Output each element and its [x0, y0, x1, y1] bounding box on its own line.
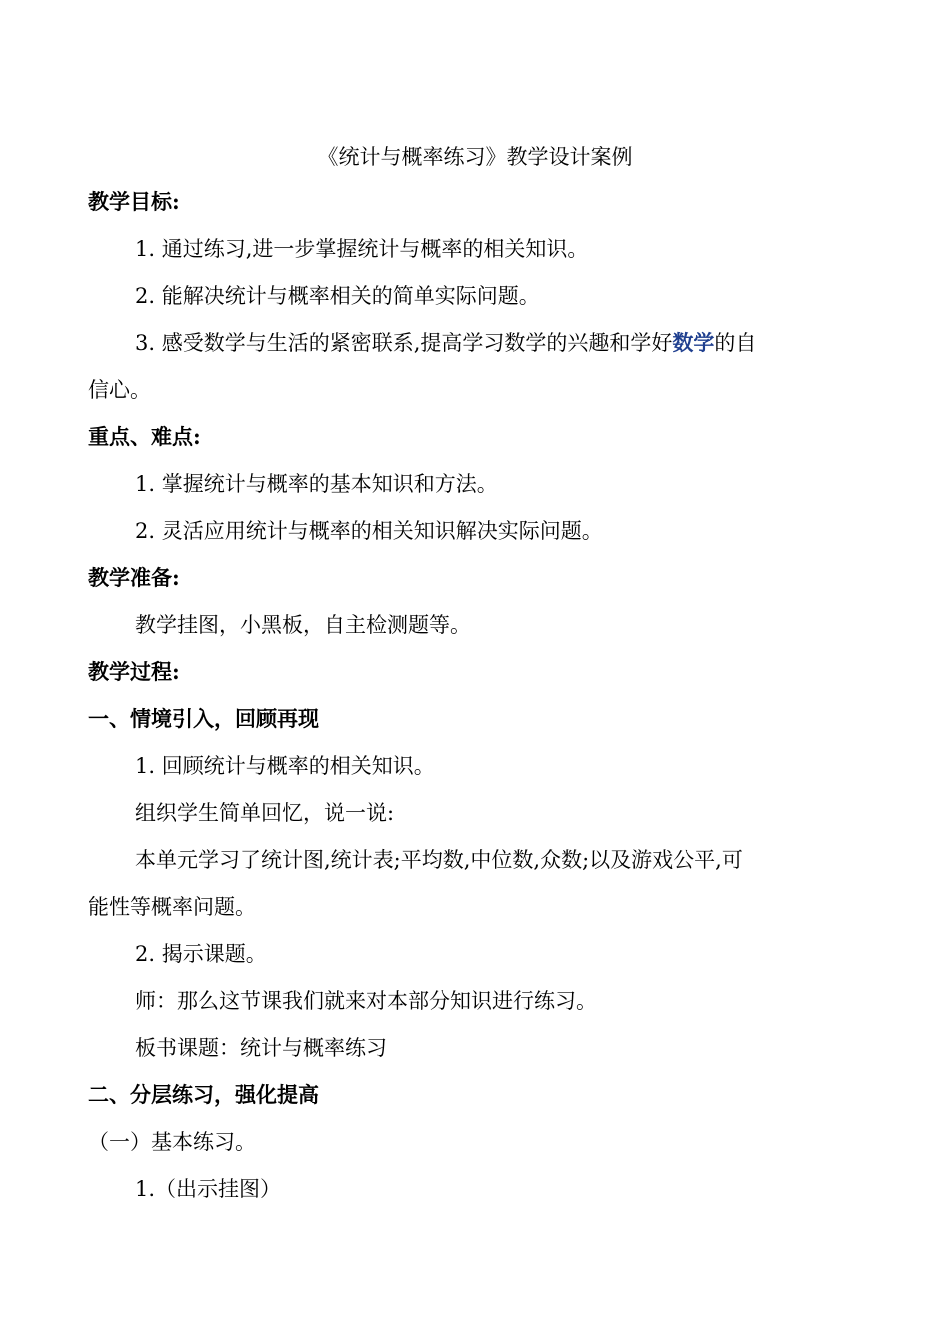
part1-paragraph-4: 板书课题：统计与概率练习: [135, 1036, 387, 1060]
part1-paragraph-2: 本单元学习了统计图,统计表;平均数,中位数,众数;以及游戏公平,可: [135, 848, 743, 872]
objective-item-1: 1. 通过练习,进一步掌握统计与概率的相关知识。: [135, 237, 589, 261]
part1-heading: 一、情境引入，回顾再现: [88, 706, 319, 731]
part2-heading: 二、分层练习，强化提高: [88, 1082, 319, 1107]
key-points-heading: 重点、难点:: [88, 424, 201, 449]
objectives-heading: 教学目标:: [88, 189, 180, 214]
preparation-heading: 教学准备:: [88, 565, 180, 590]
objective-item-3-text: 3. 感受数学与生活的紧密联系,提高学习数学的兴趣和学好: [135, 331, 673, 355]
part2-subheading-1: （一）基本练习。: [88, 1130, 256, 1154]
part1-paragraph-2-continuation: 能性等概率问题。: [88, 895, 256, 919]
part1-item-1: 1. 回顾统计与概率的相关知识。: [135, 754, 435, 778]
part1-item-2: 2. 揭示课题。: [135, 942, 267, 966]
key-point-item-2: 2. 灵活应用统计与概率的相关知识解决实际问题。: [135, 519, 603, 543]
objective-item-2: 2. 能解决统计与概率相关的简单实际问题。: [135, 284, 540, 308]
process-heading: 教学过程:: [88, 659, 180, 684]
part2-item-1: 1.（出示挂图）: [135, 1177, 282, 1201]
document-title: 《统计与概率练习》教学设计案例: [317, 145, 633, 169]
highlight-link-math[interactable]: 数学: [672, 330, 715, 355]
part1-paragraph-1: 组织学生简单回忆，说一说:: [135, 801, 395, 825]
key-point-item-1: 1. 掌握统计与概率的基本知识和方法。: [135, 472, 498, 496]
objective-item-3-tail: 的自: [714, 331, 757, 355]
objective-item-3-continuation: 信心。: [88, 378, 151, 402]
preparation-text: 教学挂图，小黑板，自主检测题等。: [135, 613, 471, 637]
part1-paragraph-3: 师：那么这节课我们就来对本部分知识进行练习。: [135, 989, 597, 1013]
objective-item-3: [135, 328, 756, 358]
